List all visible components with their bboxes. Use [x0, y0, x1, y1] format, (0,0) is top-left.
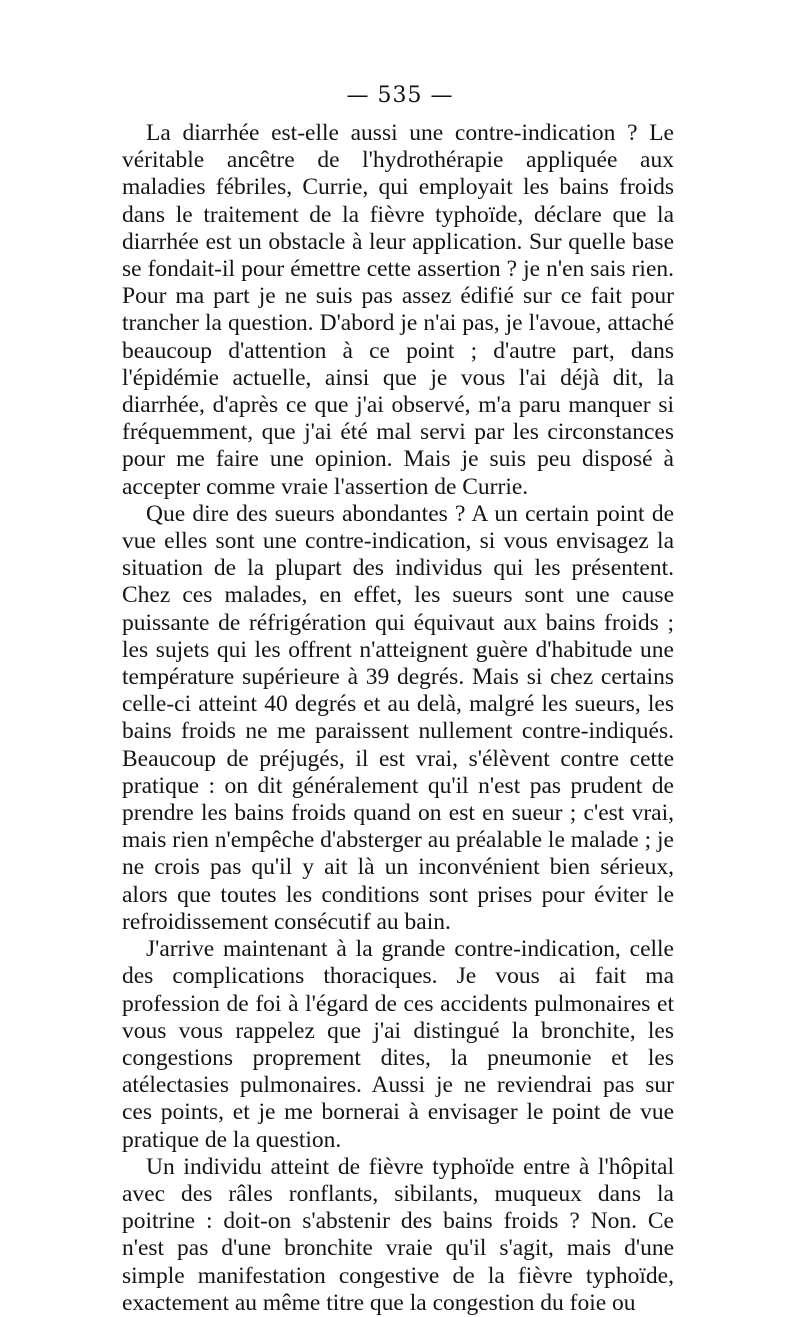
paragraph-diarrhee: La diarrhée est-elle aussi une contre-indication ? Le véritable ancêtre de l'hydrothérapie appliquée aux maladies fébriles, Currie, qui employait les bains froids dans le traitement de la fièvre typhoïde, déclare que la diarrhée est un obstacle à leur application. Sur quelle base se fondait-il pour émettre cette assertion ? je n'en sais rien. Pour ma part je ne suis pas assez édifié sur ce fait pour trancher la question. D'abord je n'ai pas, je l'avoue, attaché beaucoup d'attention à ce point ; d'autre part, dans l'épidémie actuelle, ainsi que je vous l'ai déjà dit, la diarrhée, d'après ce que j'ai observé, m'a paru manquer si fréquemment, que j'ai été mal servi par les circonstances pour me faire une opinion. Mais je suis peu disposé à accepter comme vraie l'assertion de Currie. — [122, 120, 674, 500]
body-text — [122, 120, 674, 1317]
paragraph-complications-thoraciques: J'arrive maintenant à la grande contre-indication, celle des complications thoraciques. Je vous ai fait ma profession de foi à l'égard de ces accidents pulmonaires et vous vous rappelez que j'ai distingué la bronchite, les congestions proprement dites, la pneumonie et les atélectasies pulmonaires. Aussi je ne reviendrai pas sur ces points, et je me bornerai à envisager le point de vue pratique de la question. — [122, 936, 674, 1153]
page-number: — 535 — — [346, 83, 454, 108]
paragraph-individu-atteint: Un individu atteint de fièvre typhoïde entre à l'hôpital avec des râles ronflants, sibilants, muqueux dans la poitrine : doit-on s'abstenir des bains froids ? Non. Ce n'est pas d'une bronchite vraie qu'il s'agit, mais d'une simple manifestation congestive de la fièvre typhoïde, exactement au même titre que la congestion du foie ou — [122, 1153, 674, 1316]
paragraph-sueurs: Que dire des sueurs abondantes ? A un certain point de vue elles sont une contre-indication, si vous envisagez la situation de la plupart des individus qui les présentent. Chez ces malades, en effet, les sueurs sont une cause puissante de réfrigération qui équivaut aux bains froids ; les sujets qui les offrent n'atteignent guère d'habitude une température supérieure à 39 degrés. Mais si chez certains celle-ci atteint 40 degrés et au delà, malgré les sueurs, les bains froids ne me paraissent nullement contre-indiqués. Beaucoup de préjugés, il est vrai, s'élèvent contre cette pratique : on dit généralement qu'il n'est pas prudent de prendre les bains froids quand on est en sueur ; c'est vrai, mais rien n'empêche d'absterger au préalable le malade ; je ne crois pas qu'il y ait là un inconvénient bien sérieux, alors que toutes les conditions sont prises pour éviter le refroidissement consécutif au bain. — [122, 500, 674, 935]
